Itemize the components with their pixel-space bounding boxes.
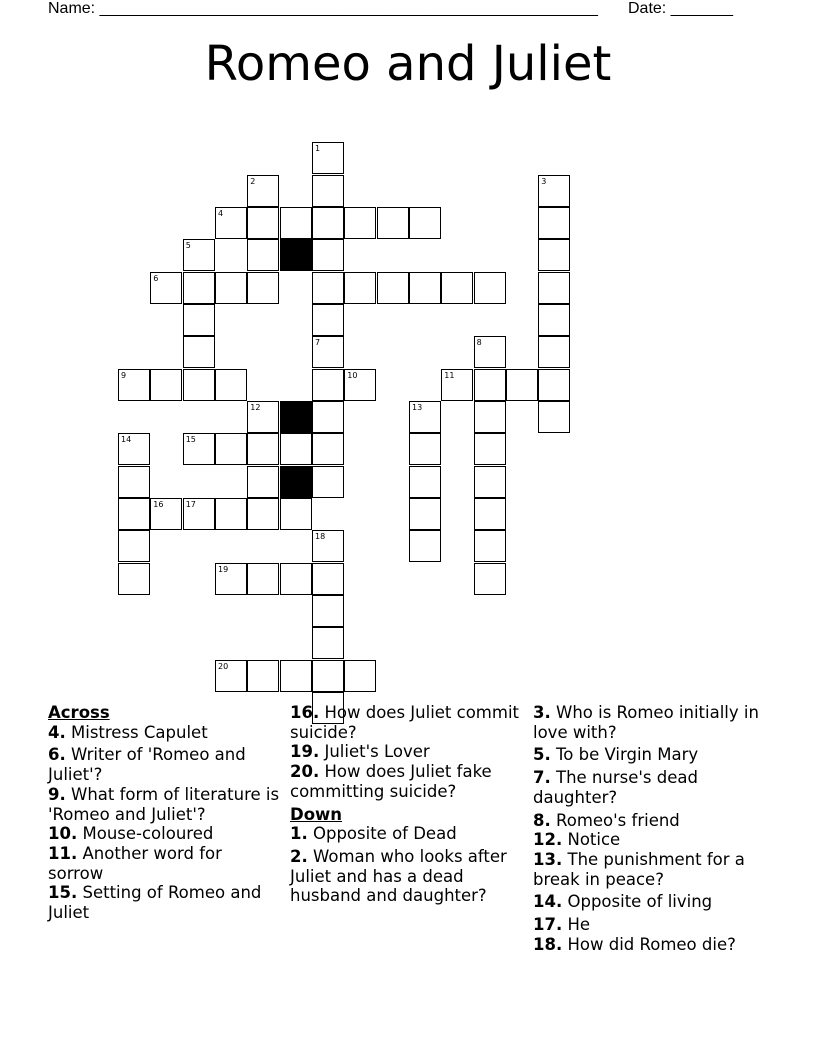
crossword-cell[interactable]: [312, 304, 344, 336]
crossword-cell[interactable]: [538, 304, 570, 336]
clue-down-1: [290, 824, 525, 844]
clue-number: 9.: [48, 784, 66, 804]
cell-number: 3: [541, 176, 547, 186]
crossword-cell[interactable]: [441, 272, 473, 304]
crossword-cell[interactable]: [312, 207, 344, 239]
cell-number: 13: [412, 403, 423, 412]
crossword-cell[interactable]: [247, 563, 279, 595]
crossword-cell[interactable]: [150, 369, 182, 401]
crossword-cell[interactable]: [183, 304, 215, 336]
clue-down-14: [533, 892, 773, 912]
name-field-label: Name: ________________________________________________________: [48, 0, 598, 17]
clue-text: Romeo's friend: [556, 810, 680, 830]
clue-number: 11.: [48, 843, 78, 863]
page-title: Romeo and Juliet: [204, 36, 612, 92]
clue-down-3: [533, 703, 773, 742]
clue-across-9: [48, 785, 280, 824]
crossword-cell[interactable]: [474, 401, 506, 433]
crossword-cell[interactable]: [409, 466, 441, 498]
clue-text: Opposite of Dead: [313, 824, 457, 844]
crossword-cell[interactable]: [247, 466, 279, 498]
crossword-cell[interactable]: [280, 498, 312, 530]
clue-number: 16.: [290, 703, 320, 722]
crossword-cell-6[interactable]: [150, 272, 182, 304]
crossword-cell-16[interactable]: [150, 498, 182, 530]
clue-number: 15.: [48, 883, 78, 903]
crossword-cell[interactable]: [538, 272, 570, 304]
clue-number: 4.: [48, 722, 66, 742]
crossword-cell[interactable]: [506, 369, 538, 401]
crossword-cell[interactable]: [409, 498, 441, 530]
crossword-cell[interactable]: [183, 369, 215, 401]
clue-down-5: [533, 745, 773, 765]
clues-column-3: [533, 703, 773, 954]
crossword-cell[interactable]: [312, 272, 344, 304]
clue-number: 12.: [533, 830, 563, 850]
crossword-cell[interactable]: [312, 401, 344, 433]
crossword-cell-11[interactable]: [441, 369, 473, 401]
crossword-cell[interactable]: [215, 433, 247, 465]
clue-number: 18.: [533, 934, 563, 954]
crossword-cell-17[interactable]: [183, 498, 215, 530]
cell-number: 4: [218, 209, 224, 218]
crossword-cell[interactable]: [474, 530, 506, 562]
clue-across-16: [290, 703, 525, 742]
crossword-cell-9[interactable]: [118, 369, 150, 401]
clue-text: The nurse's dead daughter?: [533, 768, 698, 807]
cell-number: 11: [444, 370, 455, 380]
crossword-cell[interactable]: [280, 433, 312, 465]
cell-number: 10: [347, 370, 358, 380]
crossword-cell-5[interactable]: [183, 239, 215, 271]
crossword-cell[interactable]: [474, 498, 506, 530]
clue-text: Opposite of living: [567, 892, 713, 912]
crossword-cell[interactable]: [247, 207, 279, 239]
crossword-cell[interactable]: [118, 530, 150, 562]
clues-column-2: [290, 703, 525, 906]
clue-across-6: [48, 745, 280, 784]
clue-down-13: [533, 850, 773, 889]
crossword-cell-14[interactable]: [118, 433, 150, 465]
crossword-cell-10[interactable]: [344, 369, 376, 401]
crossword-cell-7[interactable]: [312, 336, 344, 368]
cell-number: 15: [185, 435, 196, 445]
crossword-cell-3[interactable]: [538, 175, 570, 207]
clue-text: The punishment for a break in peace?: [533, 849, 745, 889]
clue-number: 17.: [533, 915, 563, 935]
crossword-cell[interactable]: [312, 369, 344, 401]
clue-text: Woman who looks after Juliet and has a dead husband and daughter?: [290, 846, 507, 906]
crossword-cell[interactable]: [409, 207, 441, 239]
clue-number: 8.: [533, 810, 551, 830]
crossword-cell[interactable]: [474, 272, 506, 304]
crossword-cell[interactable]: [474, 466, 506, 498]
clue-number: 13.: [533, 849, 563, 869]
date-field-label: Date: _______: [628, 0, 733, 17]
clue-text: Mistress Capulet: [71, 722, 208, 742]
clue-down-18: [533, 935, 773, 955]
crossword-cell[interactable]: [280, 207, 312, 239]
crossword-cell[interactable]: [312, 595, 344, 627]
clue-number: 6.: [48, 745, 66, 765]
cell-number: 5: [185, 241, 191, 251]
crossword-cell-20[interactable]: [215, 660, 247, 692]
crossword-black-cell: [280, 466, 312, 498]
cell-number: 18: [315, 532, 326, 542]
crossword-cell[interactable]: [247, 239, 279, 271]
crossword-cell[interactable]: [344, 207, 376, 239]
crossword-cell[interactable]: [474, 369, 506, 401]
crossword-cell[interactable]: [247, 433, 279, 465]
clue-text: How does Juliet commit suicide?: [290, 703, 520, 742]
crossword-cell[interactable]: [183, 336, 215, 368]
crossword-cell[interactable]: [409, 530, 441, 562]
crossword-cell[interactable]: [377, 272, 409, 304]
cell-number: 14: [121, 435, 132, 445]
crossword-black-cell: [280, 401, 312, 433]
crossword-cell-8[interactable]: [474, 336, 506, 368]
clue-text: He: [567, 915, 591, 935]
clue-number: 14.: [533, 892, 563, 912]
cell-number: 16: [153, 500, 164, 509]
clue-text: Who is Romeo initially in love with?: [533, 703, 759, 742]
clue-down-7: [533, 768, 773, 807]
crossword-cell[interactable]: [538, 336, 570, 368]
clue-number: 2.: [290, 846, 308, 866]
clue-down-17: [533, 915, 773, 935]
clue-number: 10.: [48, 824, 78, 844]
crossword-cell-12[interactable]: [247, 401, 279, 433]
clue-number: 7.: [533, 768, 551, 788]
clue-across-10: [48, 824, 280, 844]
crossword-cell-15[interactable]: [183, 433, 215, 465]
crossword-cell[interactable]: [215, 498, 247, 530]
crossword-cell-13[interactable]: [409, 401, 441, 433]
clue-text: Another word for sorrow: [48, 843, 222, 883]
crossword-black-cell: [280, 239, 312, 271]
clue-number: 1.: [290, 824, 308, 844]
down-heading: Down: [290, 804, 343, 824]
crossword-cell[interactable]: [183, 272, 215, 304]
clue-number: 5.: [533, 745, 551, 765]
crossword-cell[interactable]: [474, 563, 506, 595]
crossword-cell-1[interactable]: [312, 142, 344, 174]
clue-across-19: [290, 742, 525, 762]
crossword-cell[interactable]: [312, 466, 344, 498]
crossword-cell[interactable]: [247, 498, 279, 530]
crossword-cell[interactable]: [344, 660, 376, 692]
crossword-cell[interactable]: [409, 433, 441, 465]
crossword-cell[interactable]: [247, 272, 279, 304]
clue-text: How did Romeo die?: [567, 934, 736, 954]
crossword-cell[interactable]: [215, 369, 247, 401]
cell-number: 12: [250, 403, 261, 412]
crossword-cell-19[interactable]: [215, 563, 247, 595]
clue-across-4: [48, 723, 280, 743]
clue-across-11: [48, 844, 280, 883]
crossword-cell[interactable]: [215, 272, 247, 304]
cell-number: 1: [315, 144, 321, 154]
cell-number: 2: [250, 176, 256, 186]
crossword-cell[interactable]: [247, 660, 279, 692]
crossword-cell[interactable]: [312, 175, 344, 207]
clue-text: Mouse-coloured: [82, 824, 214, 844]
clue-text: What form of literature is 'Romeo and Juliet'?: [48, 784, 280, 824]
crossword-cell[interactable]: [377, 207, 409, 239]
clue-across-15: [48, 883, 280, 922]
crossword-cell[interactable]: [312, 660, 344, 692]
clues-column-1: [48, 703, 280, 923]
crossword-cell[interactable]: [280, 563, 312, 595]
clue-text: Notice: [567, 830, 621, 850]
cell-number: 6: [153, 273, 159, 283]
clue-number: 20.: [290, 762, 320, 782]
crossword-cell[interactable]: [409, 272, 441, 304]
clue-number: 3.: [533, 703, 551, 722]
crossword-cell[interactable]: [344, 272, 376, 304]
cell-number: 9: [121, 370, 127, 380]
crossword-cell[interactable]: [474, 433, 506, 465]
clue-text: To be Virgin Mary: [556, 745, 699, 765]
crossword-cell-2[interactable]: [247, 175, 279, 207]
clue-across-20: [290, 762, 525, 801]
crossword-cell[interactable]: [118, 498, 150, 530]
clue-down-2: [290, 847, 525, 906]
crossword-cell[interactable]: [538, 239, 570, 271]
crossword-cell[interactable]: [312, 627, 344, 659]
crossword-cell-4[interactable]: [215, 207, 247, 239]
clue-text: Writer of 'Romeo and Juliet'?: [48, 745, 246, 785]
cell-number: 8: [476, 338, 482, 348]
clue-down-12: [533, 830, 773, 850]
crossword-cell[interactable]: [538, 401, 570, 433]
clue-number: 19.: [290, 742, 320, 762]
crossword-cell[interactable]: [538, 369, 570, 401]
clue-text: Juliet's Lover: [324, 742, 430, 762]
cell-number: 17: [185, 500, 196, 509]
crossword-cell[interactable]: [312, 563, 344, 595]
crossword-cell[interactable]: [280, 660, 312, 692]
clue-down-8: [533, 811, 773, 831]
crossword-cell[interactable]: [312, 239, 344, 271]
crossword-cell[interactable]: [118, 563, 150, 595]
clue-text: How does Juliet fake committing suicide?: [290, 762, 492, 801]
cell-number: 19: [218, 564, 229, 574]
crossword-cell-18[interactable]: [312, 530, 344, 562]
clue-text: Setting of Romeo and Juliet: [48, 883, 262, 923]
crossword-cell[interactable]: [538, 207, 570, 239]
cell-number: 20: [218, 661, 229, 671]
crossword-cell[interactable]: [312, 433, 344, 465]
across-heading: Across: [48, 703, 110, 722]
cell-number: 7: [315, 338, 321, 348]
crossword-cell[interactable]: [118, 466, 150, 498]
